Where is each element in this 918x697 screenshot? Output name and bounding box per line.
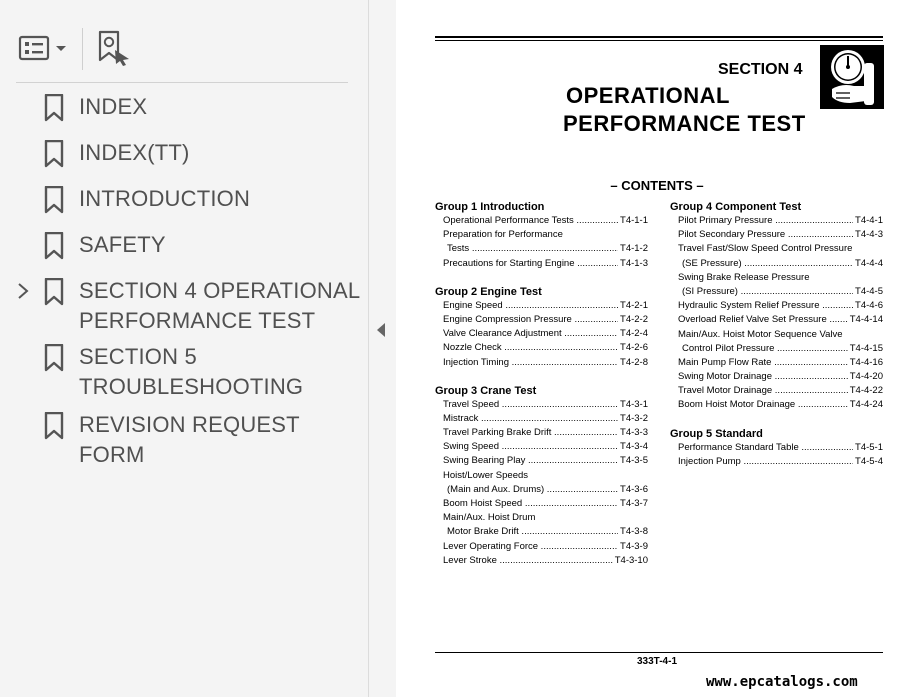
- contents-heading: – CONTENTS –: [610, 178, 704, 193]
- toc-entry[interactable]: Pilot Primary Pressure ..... T4-4-1: [670, 214, 883, 228]
- toc-entry[interactable]: Mistrack ..... T4-3-2: [435, 412, 648, 426]
- toolbar-divider: [16, 82, 348, 83]
- toc-entry[interactable]: Injection Pump ..... T4-5-4: [670, 455, 883, 469]
- bookmark-label-line2: PERFORMANCE TEST: [79, 308, 316, 333]
- toc-entry[interactable]: (SE Pressure) ..... T4-4-4: [670, 257, 883, 271]
- toc-entry[interactable]: Pilot Secondary Pressure ..... T4-4-3: [670, 228, 883, 242]
- bookmark-label: INDEX: [79, 94, 148, 119]
- toc-entry[interactable]: Precautions for Starting Engine ..... T4-1-3: [435, 257, 648, 271]
- page-footer-code: 333T-4-1: [636, 656, 678, 667]
- toc-entry[interactable]: (Main and Aux. Drums) ..... T4-3-6: [435, 483, 648, 497]
- toc-entry[interactable]: Boom Hoist Motor Drainage ..... T4-4-24: [670, 398, 883, 412]
- chevron-down-icon: [56, 46, 66, 51]
- toc-entry[interactable]: Engine Speed ..... T4-2-1: [435, 299, 648, 313]
- page-title-line2: PERFORMANCE TEST: [563, 111, 806, 136]
- gauge-hand-icon: [820, 45, 884, 109]
- bookmark-label-line2: TROUBLESHOOTING: [79, 374, 304, 399]
- bookmark-introduction[interactable]: [0, 184, 368, 230]
- toc-entry[interactable]: Swing Bearing Play ..... T4-3-5: [435, 454, 648, 468]
- bookmark-label: REVISION REQUEST FORM: [79, 412, 300, 467]
- toc-left-column: [435, 200, 648, 568]
- toc-group-title: Group 4 Component Test: [670, 201, 802, 213]
- toc-entry[interactable]: Performance Standard Table ..... T4-5-1: [670, 441, 883, 455]
- section-label: SECTION 4: [718, 61, 803, 78]
- bookmark-icon: [44, 412, 64, 440]
- toc-group-title: Group 2 Engine Test: [435, 285, 542, 298]
- toc-entry[interactable]: Swing Speed ..... T4-3-4: [435, 440, 648, 454]
- list-options-icon: [18, 30, 70, 66]
- bookmark-search-icon: [96, 30, 132, 66]
- page-title-line1: OPERATIONAL: [566, 83, 730, 108]
- bookmark-icon: [44, 94, 64, 122]
- bookmark-icon: [44, 278, 64, 306]
- toc-entry[interactable]: Injection Timing ..... T4-2-8: [435, 356, 648, 370]
- bookmark-label-line1: SECTION 5: [79, 344, 197, 369]
- toc-entry[interactable]: (SI Pressure) ..... T4-4-5: [670, 285, 883, 299]
- bookmark-list: [0, 92, 368, 467]
- toc-entry[interactable]: Travel Speed ..... T4-3-1: [435, 398, 648, 412]
- bookmark-revision-request-form[interactable]: [0, 410, 368, 467]
- document-page: [396, 0, 918, 697]
- bookmark-icon: [44, 140, 64, 168]
- bookmark-label: [79, 276, 360, 336]
- toc-entry[interactable]: Travel Parking Brake Drift ..... T4-3-3: [435, 426, 648, 440]
- toc-entry[interactable]: Lever Stroke ..... T4-3-10: [435, 554, 648, 568]
- bookmark-index[interactable]: [0, 92, 368, 138]
- bookmark-icon: [44, 232, 64, 260]
- bookmark-label: INTRODUCTION: [79, 186, 251, 211]
- top-rule-thin: [435, 40, 883, 41]
- collapse-panel-icon[interactable]: [374, 320, 388, 340]
- toc-entry[interactable]: Main Pump Flow Rate ..... T4-4-16: [670, 356, 883, 370]
- toc-entry[interactable]: Main/Aux. Hoist Drum: [443, 512, 536, 524]
- toc-group-title: Group 1 Introduction: [435, 201, 545, 213]
- watermark-text: www.epcatalogs.com: [706, 674, 858, 690]
- toc-group-title: Group 5 Standard: [670, 427, 763, 440]
- toc-entry[interactable]: Swing Motor Drainage ..... T4-4-20: [670, 370, 883, 384]
- toolbar-separator: [82, 28, 83, 70]
- toc-entry[interactable]: Main/Aux. Hoist Motor Sequence Valve: [678, 328, 843, 340]
- toc-entry[interactable]: Boom Hoist Speed ..... T4-3-7: [435, 497, 648, 511]
- bookmarks-panel: [0, 0, 369, 697]
- toc-entry[interactable]: Control Pilot Pressure ..... T4-4-15: [670, 342, 883, 356]
- bookmark-icon: [44, 186, 64, 214]
- toc-entry[interactable]: Travel Fast/Slow Speed Control Pressure: [678, 243, 853, 255]
- toc-entry[interactable]: Swing Brake Release Pressure: [678, 271, 810, 283]
- panel-splitter[interactable]: [369, 0, 396, 697]
- toc-entry[interactable]: Nozzle Check ..... T4-2-6: [435, 341, 648, 355]
- bookmark-section-5[interactable]: [0, 342, 368, 410]
- bookmark-icon: [44, 344, 64, 372]
- options-menu-button[interactable]: [18, 30, 70, 66]
- bookmark-label-line1: SECTION 4 OPERATIONAL: [79, 278, 361, 303]
- toc-entry[interactable]: Tests ..... T4-1-2: [435, 242, 648, 256]
- bookmark-safety[interactable]: [0, 230, 368, 276]
- find-bookmark-button[interactable]: [96, 30, 132, 66]
- toc-entry[interactable]: Overload Relief Valve Set Pressure ..... T4-4-14: [670, 313, 883, 327]
- toc-entry[interactable]: Operational Performance Tests ..... T4-1-1: [435, 214, 648, 228]
- chevron-right-icon[interactable]: [15, 282, 31, 300]
- bookmark-label: INDEX(TT): [79, 140, 190, 165]
- toc-entry[interactable]: Hoist/Lower Speeds: [443, 469, 529, 481]
- bookmark-label: SAFETY: [79, 232, 166, 257]
- bookmarks-toolbar: [0, 0, 368, 82]
- toc-entry[interactable]: Motor Brake Drift ..... T4-3-8: [435, 525, 648, 539]
- toc-right-column: [670, 200, 883, 469]
- toc-entry[interactable]: Valve Clearance Adjustment ..... T4-2-4: [435, 327, 648, 341]
- bottom-rule: [435, 652, 883, 653]
- toc-entry[interactable]: Travel Motor Drainage ..... T4-4-22: [670, 384, 883, 398]
- bookmark-section-4[interactable]: [0, 276, 368, 342]
- bookmark-index-tt[interactable]: [0, 138, 368, 184]
- toc-entry[interactable]: Lever Operating Force ..... T4-3-9: [435, 540, 648, 554]
- top-rule: [435, 36, 883, 38]
- bookmark-label: [79, 342, 303, 402]
- toc-entry[interactable]: Engine Compression Pressure ..... T4-2-2: [435, 313, 648, 327]
- toc-group-title: Group 3 Crane Test: [435, 384, 537, 397]
- toc-entry[interactable]: Preparation for Performance: [443, 229, 563, 241]
- toc-entry[interactable]: Hydraulic System Relief Pressure ..... T4-4-6: [670, 299, 883, 313]
